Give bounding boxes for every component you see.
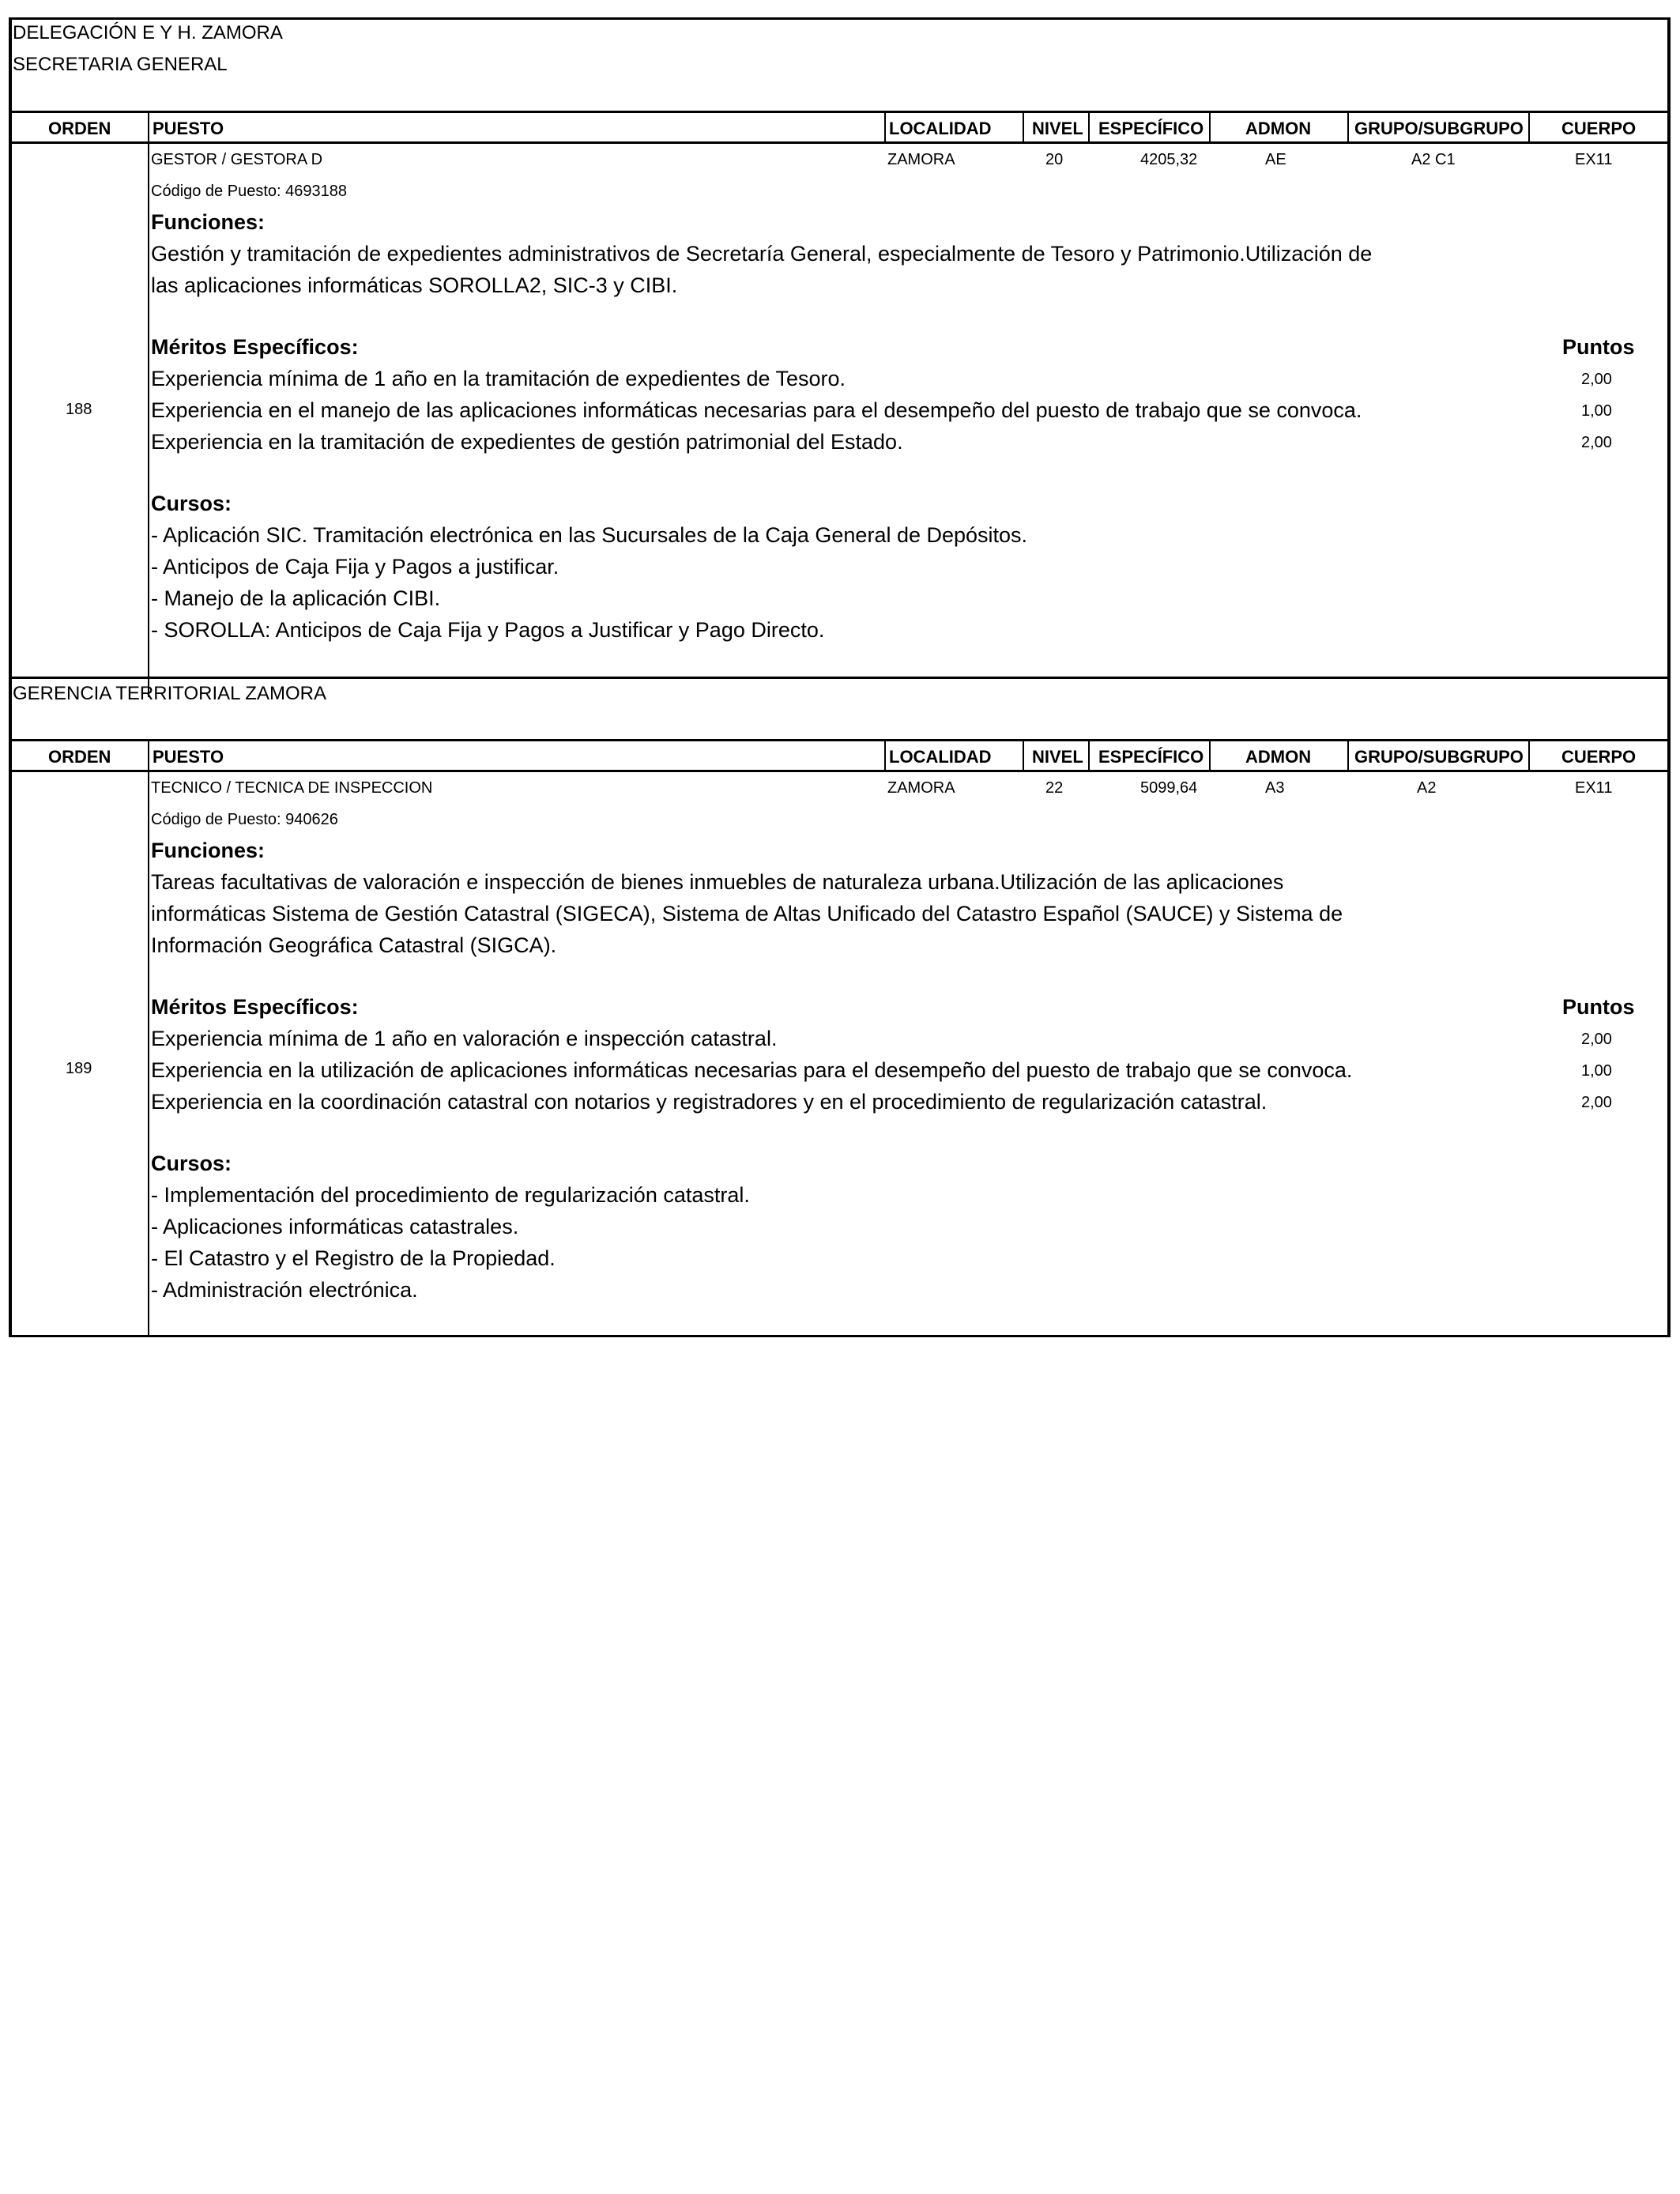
admon-value: AE — [1265, 151, 1286, 168]
col-divider-admon — [1347, 111, 1349, 142]
col-divider-especifico — [1209, 111, 1211, 142]
funciones-label: Funciones: — [151, 839, 266, 862]
curso-item: - Aplicaciones informáticas catastrales. — [151, 1215, 519, 1238]
meritos-label: Méritos Específicos: — [151, 995, 359, 1019]
localidad-value: ZAMORA — [887, 151, 955, 168]
header-puesto: PUESTO — [153, 747, 224, 767]
merito-text: Experiencia mínima de 1 año en la tramitación de expedientes de Tesoro. — [151, 367, 846, 390]
header-cuerpo: CUERPO — [1561, 747, 1637, 767]
header-grupo: GRUPO/SUBGRUPO — [1354, 747, 1524, 767]
orden-value: 188 — [66, 401, 92, 418]
header-top-rule — [9, 111, 1671, 113]
col-divider-grupo — [1528, 739, 1530, 771]
header-admon: ADMON — [1245, 119, 1312, 138]
curso-item: - Administración electrónica. — [151, 1278, 418, 1302]
header-admon: ADMON — [1245, 747, 1312, 767]
merito-puntos: 2,00 — [1581, 1094, 1612, 1111]
org-line-2: SECRETARIA GENERAL — [13, 54, 228, 75]
header-localidad: LOCALIDAD — [889, 119, 992, 138]
job-listing-sheet — [9, 17, 1671, 1337]
col-divider-grupo — [1528, 111, 1530, 142]
curso-item: - Anticipos de Caja Fija y Pagos a justificar. — [151, 555, 559, 579]
puntos-label: Puntos — [1562, 335, 1635, 359]
funciones-line: las aplicaciones informáticas SOROLLA2, SIC-3 y CIBI. — [151, 273, 678, 297]
funciones-line: Gestión y tramitación de expedientes administrativos de Secretaría General, especialmente de Tesoro y Patrimonio.Utilización de — [151, 242, 1373, 266]
nivel-value: 22 — [1045, 779, 1064, 797]
frame-top-border — [9, 17, 1671, 20]
grupo-value: A2 C1 — [1411, 151, 1456, 168]
codigo-puesto: Código de Puesto: 4693188 — [151, 183, 347, 200]
col-divider-especifico — [1209, 739, 1211, 771]
merito-text: Experiencia en el manejo de las aplicaciones informáticas necesarias para el desempeño del puesto de trabajo que se convoca. — [151, 398, 1362, 422]
col-divider-admon — [1347, 739, 1349, 771]
cuerpo-value: EX11 — [1575, 779, 1613, 797]
org-line-1: GERENCIA TERRITORIAL ZAMORA — [13, 683, 326, 704]
header-bottom-rule — [9, 141, 1671, 144]
col-divider-localidad — [1023, 739, 1024, 771]
codigo-puesto: Código de Puesto: 940626 — [151, 811, 338, 828]
cuerpo-value: EX11 — [1575, 151, 1613, 168]
col-divider-orden — [148, 111, 149, 697]
merito-text: Experiencia en la utilización de aplicaciones informáticas necesarias para el desempeño del puesto de trabajo que se convoca. — [151, 1058, 1353, 1082]
header-especifico: ESPECÍFICO — [1098, 119, 1204, 138]
meritos-label: Méritos Específicos: — [151, 335, 359, 359]
cursos-label: Cursos: — [151, 492, 232, 515]
header-orden: ORDEN — [48, 119, 111, 138]
especifico-value: 5099,64 — [1140, 779, 1198, 797]
header-bottom-rule — [9, 770, 1671, 772]
merito-puntos: 1,00 — [1581, 1062, 1612, 1080]
header-nivel: NIVEL — [1032, 747, 1083, 767]
col-divider-puesto — [884, 739, 886, 771]
section-divider — [9, 677, 1671, 679]
curso-item: - Implementación del procedimiento de regularización catastral. — [151, 1183, 750, 1207]
header-puesto: PUESTO — [153, 119, 224, 138]
frame-bottom-border — [9, 1335, 1671, 1337]
merito-puntos: 2,00 — [1581, 434, 1612, 451]
curso-item: - SOROLLA: Anticipos de Caja Fija y Pagos a Justificar y Pago Directo. — [151, 618, 825, 642]
curso-item: - Aplicación SIC. Tramitación electrónica en las Sucursales de la Caja General de Depósitos. — [151, 523, 1028, 547]
header-orden: ORDEN — [48, 747, 111, 767]
merito-puntos: 2,00 — [1581, 1031, 1612, 1048]
header-localidad: LOCALIDAD — [889, 747, 992, 767]
col-divider-nivel — [1088, 739, 1090, 771]
orden-value: 189 — [66, 1060, 92, 1077]
cursos-label: Cursos: — [151, 1152, 232, 1175]
funciones-line: informáticas Sistema de Gestión Catastral (SIGECA), Sistema de Altas Unificado del Catastro Español (SAUCE) y Sistema de — [151, 902, 1343, 925]
curso-item: - Manejo de la aplicación CIBI. — [151, 586, 441, 610]
funciones-line: Tareas facultativas de valoración e inspección de bienes inmuebles de naturaleza urbana.Utilización de las aplicaciones — [151, 870, 1284, 894]
localidad-value: ZAMORA — [887, 779, 955, 797]
col-divider-localidad — [1023, 111, 1024, 142]
header-grupo: GRUPO/SUBGRUPO — [1354, 119, 1524, 138]
puesto-value: GESTOR / GESTORA D — [151, 151, 323, 168]
puesto-value: TECNICO / TECNICA DE INSPECCION — [151, 779, 433, 797]
puntos-label: Puntos — [1562, 995, 1635, 1019]
merito-text: Experiencia en la tramitación de expedientes de gestión patrimonial del Estado. — [151, 430, 903, 454]
admon-value: A3 — [1265, 779, 1285, 797]
header-cuerpo: CUERPO — [1561, 119, 1637, 138]
org-line-1: DELEGACIÓN E Y H. ZAMORA — [13, 22, 283, 43]
especifico-value: 4205,32 — [1140, 151, 1198, 168]
merito-puntos: 2,00 — [1581, 371, 1612, 388]
merito-puntos: 1,00 — [1581, 402, 1612, 420]
header-especifico: ESPECÍFICO — [1098, 747, 1204, 767]
header-nivel: NIVEL — [1032, 119, 1083, 138]
grupo-value: A2 — [1417, 779, 1437, 797]
col-divider-orden — [148, 739, 149, 1336]
col-divider-puesto — [884, 111, 886, 142]
merito-text: Experiencia mínima de 1 año en valoración e inspección catastral. — [151, 1027, 778, 1050]
header-top-rule — [9, 739, 1671, 741]
funciones-line: Información Geográfica Catastral (SIGCA). — [151, 933, 557, 957]
funciones-label: Funciones: — [151, 210, 266, 234]
curso-item: - El Catastro y el Registro de la Propiedad. — [151, 1246, 556, 1270]
merito-text: Experiencia en la coordinación catastral con notarios y registradores y en el procedimiento de regularización catastral. — [151, 1090, 1268, 1114]
nivel-value: 20 — [1045, 151, 1064, 168]
col-divider-nivel — [1088, 111, 1090, 142]
